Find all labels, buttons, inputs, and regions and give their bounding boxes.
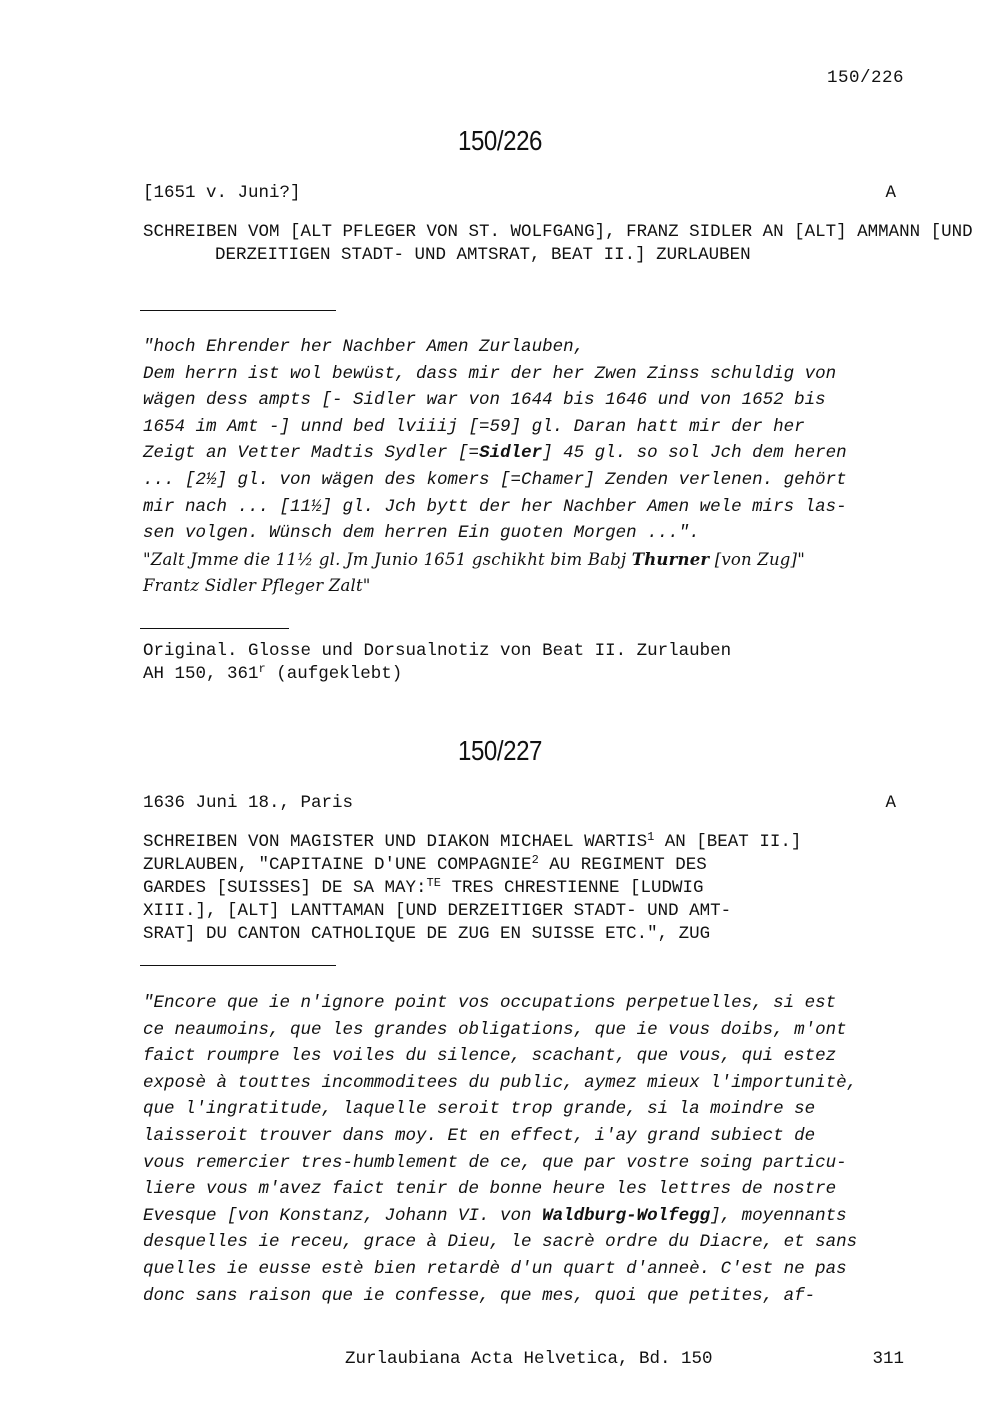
date-text: 1636 Juni 18., Paris bbox=[143, 793, 354, 813]
page-footer: Zurlaubiana Acta Helvetica, Bd. 150 bbox=[345, 1349, 713, 1369]
quote-line: ce neaumoins, que les grandes obligations, que ie vous doibs, m'ont bbox=[143, 1019, 847, 1040]
gloss-line bbox=[143, 547, 903, 574]
quote-line: sen volgen. Wünsch dem herren Ein guoten Morgen ...". bbox=[143, 523, 700, 544]
quote-line: "hoch Ehrender her Nachber Amen Zurlauben, bbox=[143, 337, 585, 357]
heading-text: AN [BEAT II.] bbox=[654, 832, 802, 852]
heading-line bbox=[143, 830, 975, 854]
heading-line bbox=[143, 853, 975, 877]
quote-line: liere vous m'avez faict tenir de bonne heure les lettres de nostre bbox=[143, 1179, 837, 1200]
entry-heading: SCHREIBEN VOM [ALT PFLEGER VON ST. WOLFGANG], FRANZ SIDLER AN [ALT] AMMANN [UND DERZEITIGEN STADT- UND AMTSRAT, BEAT II.] ZURLAUBEN bbox=[143, 222, 973, 265]
quote-block bbox=[143, 990, 903, 1309]
note-text: AH 150, 361 bbox=[143, 664, 259, 684]
quote-text: ] 45 gl. so sol Jch dem heren bbox=[542, 443, 847, 464]
gloss-text: [von Zug]" bbox=[709, 549, 805, 569]
quote-line: quelles ie eusse estè bien retardè d'un quart d'anneè. C'est ne pas bbox=[143, 1258, 847, 1279]
page-number: 311 bbox=[872, 1349, 904, 1369]
footnote-mark: 2 bbox=[531, 853, 539, 867]
note-line bbox=[143, 663, 903, 686]
quote-line: wägen dess ampts [- Sidler war von 1644 bis 1646 und von 1652 bis bbox=[143, 390, 826, 411]
grade-letter: A bbox=[885, 793, 896, 813]
divider bbox=[140, 965, 336, 966]
heading-line bbox=[143, 876, 975, 900]
divider bbox=[140, 628, 289, 629]
quote-line: "Encore que ie n'ignore point vos occupations perpetuelles, si est bbox=[143, 993, 837, 1013]
quote-line: laisseroit trouver dans moy. Et en effect, i'ay grand subiect de bbox=[143, 1125, 816, 1146]
quote-line: faict roumpre les voiles du silence, scachant, que vous, qui estez bbox=[143, 1046, 837, 1067]
gloss-line: Frantz Sidler Pfleger Zalt" bbox=[143, 576, 371, 596]
entry-number: 150/227 bbox=[457, 735, 543, 766]
grade-letter: A bbox=[885, 183, 896, 203]
heading-text: TRES CHRESTIENNE [LUDWIG bbox=[440, 878, 704, 898]
note-text: (aufgeklebt) bbox=[265, 664, 403, 684]
heading-line: XIII.], [ALT] LANTTAMAN [UND DERZEITIGER STADT- UND AMT- bbox=[143, 901, 732, 921]
running-head: 150/226 bbox=[826, 68, 904, 88]
quote-line: Dem herrn ist wol bewüst, dass mir der her Zwen Zinss schuldig von bbox=[143, 363, 837, 384]
bold-name: Thurner bbox=[631, 549, 710, 569]
quote-line: 1654 im Amt -] unnd bed lviiij [=59] gl. Daran hatt mir der her bbox=[143, 416, 805, 437]
quote-text: Zeigt an Vetter Madtis Sydler [= bbox=[143, 443, 480, 464]
quote-line bbox=[143, 440, 903, 467]
source-note bbox=[143, 640, 903, 686]
heading-text: SCHREIBEN VON MAGISTER UND DIAKON MICHAEL WARTIS bbox=[143, 832, 648, 852]
heading-text: AU REGIMENT DES bbox=[538, 855, 707, 875]
divider bbox=[140, 310, 336, 311]
entry-date bbox=[143, 182, 905, 205]
footnote-mark: 1 bbox=[647, 830, 655, 844]
entry-number: 150/226 bbox=[457, 125, 543, 156]
heading-text: GARDES [SUISSES] DE SA MAY: bbox=[143, 878, 427, 898]
date-text: [1651 v. Juni?] bbox=[143, 183, 301, 203]
superscript: r bbox=[258, 662, 266, 676]
superscript: TE bbox=[426, 876, 441, 890]
quote-line bbox=[143, 1203, 903, 1230]
quote-line: desquelles ie receu, grace à Dieu, le sacrè ordre du Diacre, et sans bbox=[143, 1232, 858, 1253]
heading-line: SRAT] DU CANTON CATHOLIQUE DE ZUG EN SUISSE ETC.", ZUG bbox=[143, 924, 711, 944]
quote-block bbox=[143, 334, 903, 600]
heading-text: ZURLAUBEN, "CAPITAINE D'UNE COMPAGNIE bbox=[143, 855, 532, 875]
entry-date bbox=[143, 792, 905, 815]
quote-line: donc sans raison que ie confesse, que mes, quoi que petites, af- bbox=[143, 1285, 816, 1306]
quote-line: exposè à touttes incommoditees du public, aymez mieux l'importunitè, bbox=[143, 1072, 858, 1093]
quote-line: mir nach ... [11½] gl. Jch bytt der her Nachber Amen wele mirs las- bbox=[143, 496, 847, 517]
note-line: Original. Glosse und Dorsualnotiz von Beat II. Zurlauben bbox=[143, 641, 732, 661]
bold-name: Sidler bbox=[479, 443, 543, 464]
bold-name: Waldburg-Wolfegg bbox=[542, 1205, 711, 1226]
quote-line: vous remercier tres-humblement de ce, que par vostre soing particu- bbox=[143, 1152, 847, 1173]
quote-line: ... [2½] gl. von wägen des komers [=Chamer] Zenden verlenen. gehört bbox=[143, 469, 847, 490]
quote-text: ], moyennants bbox=[710, 1205, 847, 1226]
quote-line: que l'ingratitude, laquelle seroit trop grande, si la moindre se bbox=[143, 1099, 816, 1120]
quote-text: Evesque [von Konstanz, Johann VI. von bbox=[143, 1205, 543, 1226]
entry-heading bbox=[143, 831, 975, 946]
gloss-text: "Zalt Jmme die 11½ gl. Jm Junio 1651 gschikht bim Babj bbox=[143, 549, 632, 569]
